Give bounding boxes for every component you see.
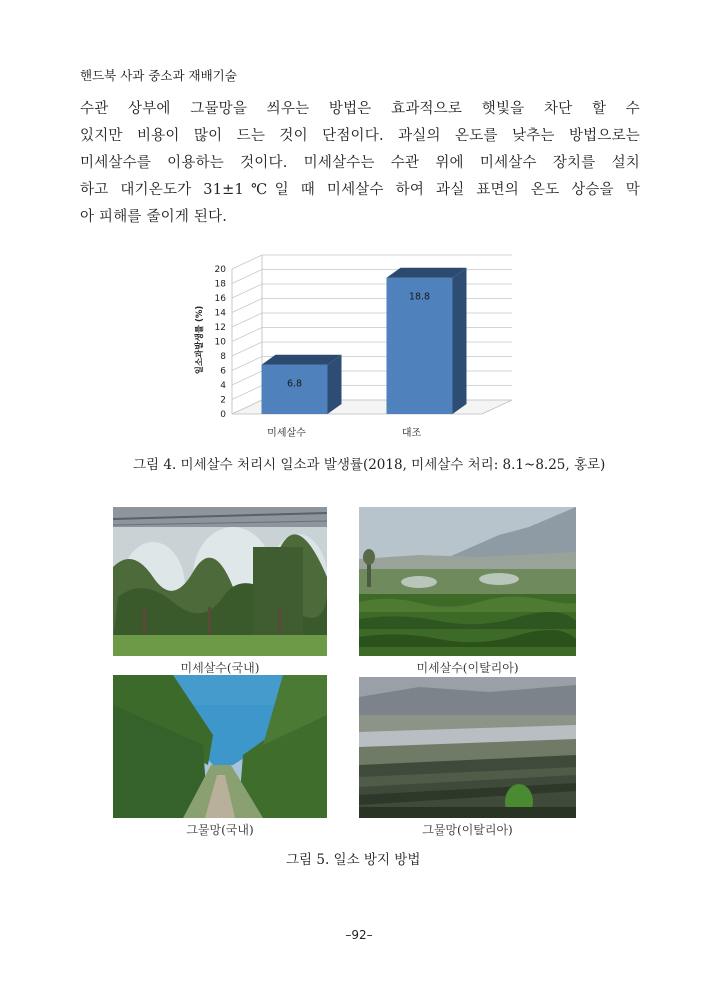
photo-label: 그물망(국내) xyxy=(186,823,254,837)
y-tick-label: 8 xyxy=(220,352,226,362)
gridline xyxy=(232,342,512,356)
y-tick-label: 18 xyxy=(214,279,226,290)
bar-top xyxy=(262,355,342,365)
x-axis-categories xyxy=(267,426,421,439)
gridline xyxy=(232,328,512,342)
y-tick-label: 2 xyxy=(220,395,226,406)
y-tick-label: 4 xyxy=(220,381,226,391)
gridline xyxy=(232,299,512,313)
page-number: –92– xyxy=(345,928,373,942)
y-tick-label: 12 xyxy=(214,323,226,333)
photo-net-domestic xyxy=(113,675,327,818)
figure-4-caption: 그림 4. 미세살수 처리시 일소과 발생률(2018, 미세살수 처리: 8.1~8.25, 홍로) xyxy=(133,457,606,473)
paragraph-line: 하고 대기온도가 31±1℃일 때 미세살수 하여 과실 표면의 온도 상승을 막 xyxy=(80,182,640,198)
gridline xyxy=(232,313,512,327)
chart-bars xyxy=(262,268,467,414)
x-category-label: 대조 xyxy=(401,428,422,439)
y-tick-label: 6 xyxy=(220,366,226,377)
body-paragraph xyxy=(80,96,640,231)
figure-5-caption: 그림 5. 일소 방지 방법 xyxy=(286,852,421,868)
y-tick-label: 10 xyxy=(214,337,226,348)
sunburn-rate-bar-chart xyxy=(190,236,535,446)
photo-misting-italy xyxy=(359,507,576,656)
paragraph-line: 미세살수를 이용하는 것이다. 미세살수는 수관 위에 미세살수 장치를 설치 xyxy=(80,155,640,171)
bar-side xyxy=(453,268,467,414)
y-tick-label: 20 xyxy=(214,265,226,275)
y-tick-label: 16 xyxy=(214,294,226,304)
paragraph-line: 수관 상부에 그물망을 씌우는 방법은 효과적으로 햇빛을 차단 할 수 xyxy=(80,101,640,117)
y-axis-label: 일소과발생률 (%) xyxy=(195,305,205,375)
running-header: 핸드북 사과 중소과 재배기술 xyxy=(80,68,237,83)
gridline xyxy=(232,270,512,284)
gridline xyxy=(232,255,512,269)
bar-top xyxy=(387,268,467,278)
bar-2 xyxy=(387,268,467,414)
bar-1 xyxy=(262,355,342,414)
photo-net-italy xyxy=(359,677,576,818)
paragraph-line: 있지만 비용이 많이 드는 것이 단점이다. 과실의 온도를 낮추는 방법으로는 xyxy=(80,128,640,144)
photo-label: 미세살수(이탈리아) xyxy=(416,661,519,675)
y-tick-label: 14 xyxy=(214,308,226,319)
paragraph-line: 아 피해를 줄이게 된다. xyxy=(80,209,228,225)
x-category-label: 미세살수 xyxy=(267,428,306,439)
bar-value-label: 18.8 xyxy=(408,291,431,303)
bar-side xyxy=(328,355,342,414)
bar-value-label: 6.8 xyxy=(286,378,303,390)
photo-label: 미세살수(국내) xyxy=(180,661,260,675)
y-axis-ticks xyxy=(215,265,227,420)
y-tick-label: 0 xyxy=(220,410,226,420)
gridline xyxy=(232,284,512,298)
photo-misting-domestic xyxy=(113,507,327,656)
photo-label: 그물망(이탈리아) xyxy=(422,823,513,837)
